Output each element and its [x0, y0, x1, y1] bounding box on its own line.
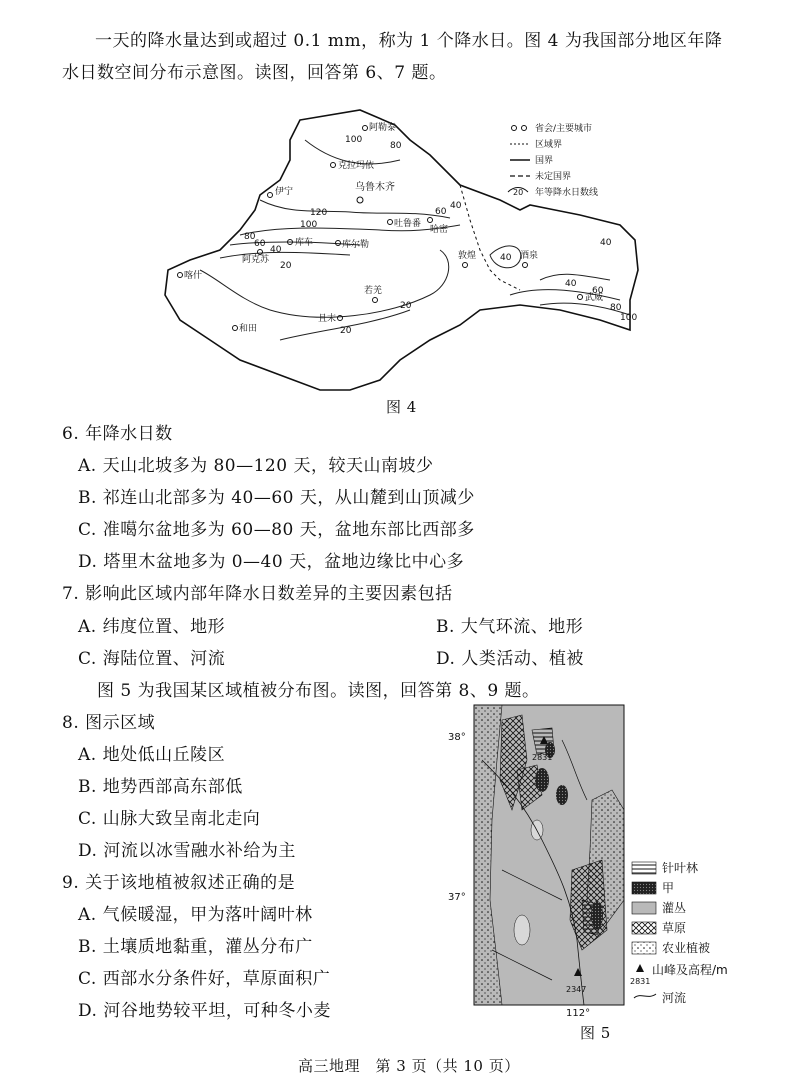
svg-text:山峰及高程/m: 山峰及高程/m: [652, 963, 728, 977]
isoline-label: 60: [435, 207, 447, 217]
q9-option-b: B. 土壤质地黏重，灌丛分布广: [78, 937, 313, 957]
svg-text:省会/主要城市: 省会/主要城市: [535, 124, 593, 134]
city-altay: [363, 126, 368, 131]
city-jiuquan: [523, 263, 528, 268]
q7-option-a: A. 纬度位置、地形: [78, 617, 226, 637]
q7-option-d: D. 人类活动、植被: [436, 649, 584, 669]
figure5-map: [448, 700, 752, 1020]
page-footer: 高三地理 第 3 页（共 10 页）: [298, 1057, 520, 1075]
q7-stem: 7. 影响此区域内部年降水日数差异的主要因素包括: [62, 584, 453, 604]
isoline-label: 80: [244, 232, 256, 242]
jia-patch: [591, 901, 603, 929]
intro-figure5: 图 5 为我国某区域植被分布图。读图，回答第 8、9 题。: [97, 681, 540, 701]
isoline-40: [220, 252, 350, 258]
isoline-label: 60: [592, 286, 604, 296]
isoline-label: 60: [254, 239, 266, 249]
q8-option-c: C. 山脉大致呈南北走向: [78, 809, 261, 829]
q6-option-c: C. 准噶尔盆地多为 60—80 天，盆地东部比西部多: [78, 520, 475, 540]
svg-text:农业植被: 农业植被: [662, 941, 711, 955]
city-ruoqiang: [373, 298, 378, 303]
isoline-label: 40: [500, 253, 512, 263]
peak-label: 2347: [566, 985, 587, 994]
label-korla: 库尔勒: [342, 240, 370, 250]
label-qiemo: 且末: [318, 314, 337, 324]
peak-label: 2831: [532, 753, 553, 762]
national-border: [165, 110, 638, 390]
label-wuwei: 武威: [585, 293, 604, 303]
city-aksu: [258, 250, 263, 255]
isoline-60-east: [510, 290, 620, 300]
lon-label-112: 112°: [566, 1008, 591, 1019]
isoline-label: 80: [390, 141, 402, 151]
city-yining: [268, 193, 273, 198]
figure4-map: [160, 100, 650, 400]
isoline-100: [240, 225, 460, 235]
figure5-caption: 图 5: [580, 1024, 611, 1042]
jia-patch: [556, 785, 568, 805]
q8-option-a: A. 地处低山丘陵区: [78, 745, 226, 765]
q6-option-d: D. 塔里木盆地多为 0—40 天，盆地边缘比中心多: [78, 552, 465, 572]
q9-option-c: C. 西部水分条件好，草原面积广: [78, 969, 331, 989]
lat-label-38: 38°: [448, 732, 466, 743]
jia-patch: [535, 768, 549, 792]
q6-option-a: A. 天山北坡多为 80—120 天，较天山南坡少: [78, 456, 434, 476]
q8-option-d: D. 河流以冰雪融水补给为主: [78, 841, 296, 861]
svg-text:年等降水日数线: 年等降水日数线: [535, 188, 599, 198]
svg-text:草原: 草原: [662, 921, 687, 935]
isoline-label: 100: [345, 135, 363, 145]
q6-stem: 6. 年降水日数: [62, 424, 173, 444]
svg-text:未定国界: 未定国界: [535, 172, 572, 182]
label-urumqi: 乌鲁木齐: [355, 182, 395, 193]
city-kashgar: [178, 273, 183, 278]
svg-text:灌丛: 灌丛: [662, 901, 687, 915]
isoline-label: 120: [310, 208, 328, 218]
q9-option-a: A. 气候暖湿，甲为落叶阔叶林: [78, 905, 313, 925]
isoline-label: 40: [600, 238, 612, 248]
svg-text:河流: 河流: [662, 991, 687, 1005]
figure4-legend: [508, 122, 598, 198]
city-wuwei: [578, 295, 583, 300]
svg-text:区域界: 区域界: [535, 140, 563, 150]
lat-label-37: 37°: [448, 892, 466, 903]
svg-text:20: 20: [513, 188, 524, 197]
city-urumqi: [357, 197, 363, 203]
svg-text:2831: 2831: [630, 977, 651, 986]
q7-option-c: C. 海陆位置、河流: [78, 649, 226, 669]
label-kashgar: 喀什: [184, 271, 203, 281]
label-altay: 阿勒泰: [369, 123, 397, 133]
label-ruoqiang: 若羌: [364, 286, 383, 296]
label-hotan: 和田: [239, 324, 258, 334]
label-karamay: 克拉玛依: [338, 161, 375, 171]
region-boundary: [460, 185, 520, 290]
city-karamay: [331, 163, 336, 168]
figure5-legend: [630, 860, 728, 1005]
isoline-120: [260, 200, 450, 218]
intro-line-1: 一天的降水量达到或超过 0.1 mm，称为 1 个降水日。图 4 为我国部分地区年降: [95, 31, 723, 51]
shrub-patch: [514, 915, 530, 945]
city-dunhuang: [463, 263, 468, 268]
isoline-label: 40: [270, 245, 282, 255]
label-dunhuang: 敦煌: [458, 251, 477, 261]
label-aksu: 阿克苏: [242, 255, 270, 265]
city-hotan: [233, 326, 238, 331]
label-jiuquan: 酒泉: [520, 251, 539, 261]
q9-option-d: D. 河谷地势较平坦，可种冬小麦: [78, 1001, 331, 1021]
label-hami: 哈密: [430, 225, 449, 235]
label-yining: 伊宁: [275, 187, 294, 197]
intro-line-2: 水日数空间分布示意图。读图，回答第 6、7 题。: [62, 63, 447, 83]
isoline-label: 100: [300, 220, 318, 230]
label-turpan: 吐鲁番: [394, 219, 422, 229]
city-qiemo: [338, 316, 343, 321]
svg-text:针叶林: 针叶林: [662, 861, 699, 875]
label-kuqa: 库车: [295, 238, 314, 248]
isoline-label: 20: [340, 326, 352, 336]
isoline-label: 40: [450, 201, 462, 211]
city-hami: [428, 218, 433, 223]
q8-stem: 8. 图示区域: [62, 713, 156, 733]
q8-option-b: B. 地势西部高东部低: [78, 777, 243, 797]
isoline-label: 100: [620, 313, 638, 323]
figure4-caption: 图 4: [386, 398, 417, 416]
svg-text:甲: 甲: [662, 881, 675, 895]
q7-option-b: B. 大气环流、地形: [436, 617, 584, 637]
isoline-label: 80: [610, 303, 622, 313]
q6-option-b: B. 祁连山北部多为 40—60 天，从山麓到山顶减少: [78, 488, 475, 508]
isoline-label: 40: [565, 279, 577, 289]
svg-text:国界: 国界: [535, 156, 554, 166]
q9-stem: 9. 关于该地植被叙述正确的是: [62, 873, 296, 893]
isoline-label: 20: [400, 301, 412, 311]
city-turpan: [388, 220, 393, 225]
isoline-label: 20: [280, 261, 292, 271]
